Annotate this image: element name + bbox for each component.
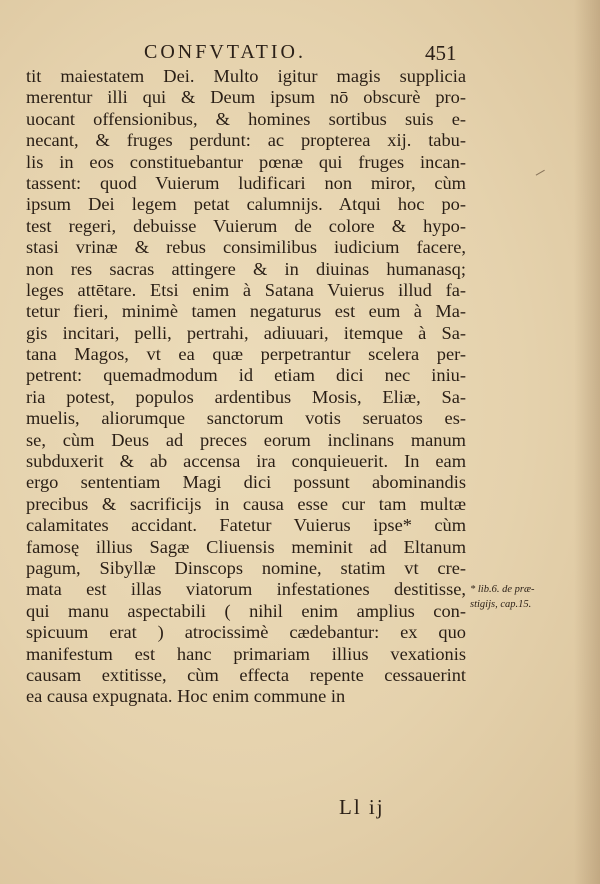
text-line: lis in eos constituebantur pœnæ qui fruges incan- bbox=[26, 151, 466, 172]
text-line: non res sacras attingere & in diuinas humanasq; bbox=[26, 258, 466, 279]
text-line: ergo sententiam Magi dici possunt abominandis bbox=[26, 472, 466, 493]
text-line: causam extitisse, cùm effecta repente cessauerint bbox=[26, 664, 466, 685]
text-line: ipsum Dei legem petat calumnijs. Atqui hoc po- bbox=[26, 194, 466, 215]
text-line: petrent: quemadmodum id etiam dici nec iniu- bbox=[26, 365, 466, 386]
text-line: manifestum est hanc primariam illius vexationis bbox=[26, 643, 466, 664]
page-header bbox=[0, 33, 600, 63]
text-line: spicuum erat ) atrocissimè cædebantur: ex quo bbox=[26, 622, 466, 643]
text-line: subduxerit & ab accensa ira conquieuerit. In eam bbox=[26, 451, 466, 472]
text-line: tetur fieri, minimè tamen negaturus est eum à Ma- bbox=[26, 301, 466, 322]
text-line: se, cùm Deus ad preces eorum inclinans manum bbox=[26, 429, 466, 450]
page-number: 451 bbox=[425, 41, 457, 65]
margin-note-line: * lib.6. de præ- bbox=[470, 584, 535, 595]
text-line: ea causa expugnata. Hoc enim commune in bbox=[26, 686, 346, 707]
text-line: ria potest, populos ardentibus Mosis, Eliæ, Sa- bbox=[26, 386, 466, 407]
text-line: tana Magos, vt ea quæ perpetrantur scelera per- bbox=[26, 344, 466, 365]
body-text bbox=[26, 66, 466, 708]
text-line: leges attētare. Etsi enim à Satana Vuierus illud fa- bbox=[26, 279, 466, 300]
running-title: CONFVTATIO. bbox=[144, 41, 306, 63]
text-line: tassent: quod Vuierum ludificari non miror, cùm bbox=[26, 172, 466, 193]
text-line: muelis, aliorumque sanctorum votis seruatos es- bbox=[26, 408, 466, 429]
text-line: mata est illas viatorum infestationes destitisse, bbox=[26, 579, 466, 600]
text-line: precibus & sacrificijs in causa esse cur tam multæ bbox=[26, 493, 466, 514]
text-line: qui manu aspectabili ( nihil enim amplius con- bbox=[26, 600, 466, 621]
text-line: test regeri, debuisse Vuierum de colore & hypo- bbox=[26, 215, 466, 236]
text-line: necant, & fruges perdunt: ac propterea xij. tabu- bbox=[26, 130, 466, 151]
text-line: merentur illi qui & Deum ipsum nō obscurè pro- bbox=[26, 87, 466, 108]
text-line: uocant offensionibus, & homines sortibus suis e- bbox=[26, 108, 466, 129]
text-line: stasi vrinæ & rebus consimilibus iudicium facere, bbox=[26, 237, 466, 258]
text-line: tit maiestatem Dei. Multo igitur magis supplicia bbox=[26, 66, 466, 86]
ink-mark bbox=[536, 170, 547, 178]
signature-mark: Ll ij bbox=[339, 795, 385, 819]
text-line: famosę illius Sagæ Cliuensis meminit ad Eltanum bbox=[26, 536, 466, 557]
text-line: calamitates accidant. Fatetur Vuierus ipse* cùm bbox=[26, 515, 466, 536]
text-line: gis incitari, pelli, pertrahi, adiuuari, itemque à Sa- bbox=[26, 322, 466, 343]
margin-note bbox=[470, 582, 580, 612]
margin-note-line: stigijs, cap.15. bbox=[470, 599, 532, 610]
text-line: pagum, Sibyllæ Dinscops nomine, statim vt cre- bbox=[26, 557, 466, 578]
